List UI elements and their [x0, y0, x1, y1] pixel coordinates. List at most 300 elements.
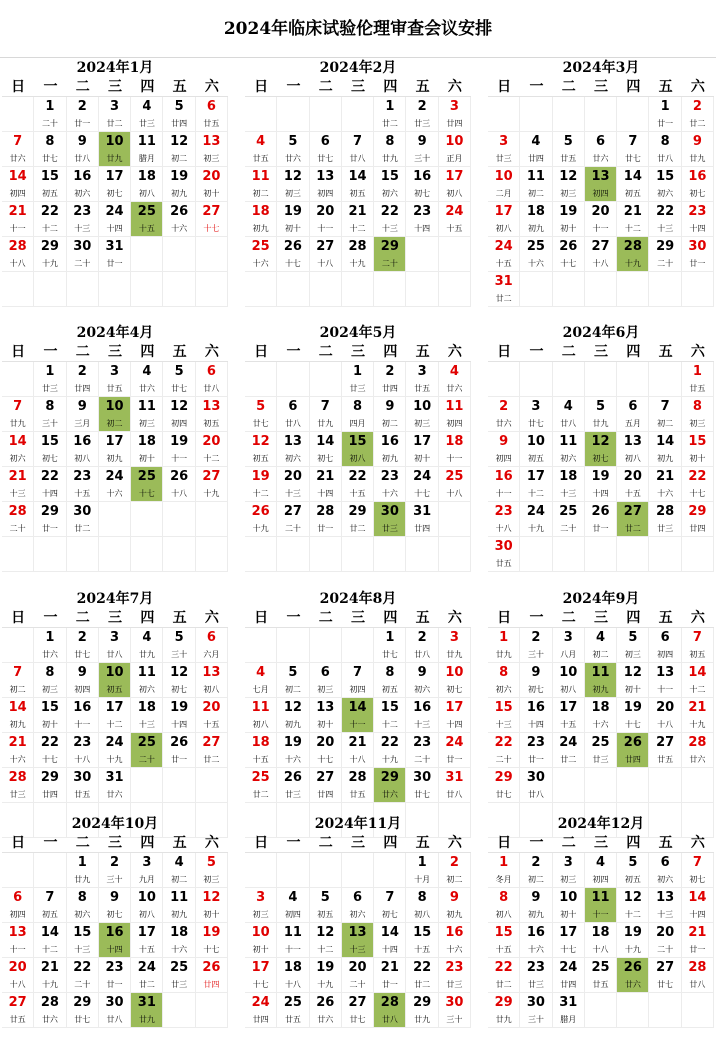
day-cell	[439, 432, 471, 467]
day-cell	[2, 663, 34, 698]
lunar-date: 初六	[381, 189, 398, 198]
day-cell	[163, 202, 195, 237]
lunar-date: 廿六	[592, 154, 609, 163]
day-cell	[682, 432, 714, 467]
lunar-date: 初六	[414, 685, 431, 694]
day-number: 18	[251, 204, 270, 219]
day-number: 12	[559, 169, 578, 184]
lunar-date: 初五	[106, 685, 123, 694]
weekday-header: 一	[277, 78, 309, 97]
lunar-date: 初六	[495, 685, 512, 694]
day-cell	[406, 432, 438, 467]
day-number: 17	[445, 169, 464, 184]
day-number: 22	[494, 960, 513, 975]
day-cell	[682, 237, 714, 272]
empty-cell	[163, 502, 195, 537]
day-number: 21	[348, 204, 367, 219]
day-number: 3	[110, 630, 120, 645]
day-cell	[342, 202, 374, 237]
day-number: 26	[202, 960, 221, 975]
day-cell	[553, 958, 585, 993]
day-number: 31	[413, 504, 432, 519]
empty-cell	[34, 272, 66, 307]
empty-cell	[342, 628, 374, 663]
day-cell	[682, 888, 714, 923]
day-cell	[520, 853, 552, 888]
day-cell	[99, 853, 131, 888]
day-cell	[488, 888, 520, 923]
day-cell	[488, 202, 520, 237]
day-cell	[617, 132, 649, 167]
day-cell	[585, 202, 617, 237]
empty-cell	[374, 272, 406, 307]
day-cell	[649, 202, 681, 237]
day-cell	[374, 167, 406, 202]
lunar-date: 廿一	[106, 259, 123, 268]
day-cell	[439, 993, 471, 1028]
weekday-header: 四	[374, 78, 406, 97]
day-cell	[245, 888, 277, 923]
day-cell	[585, 467, 617, 502]
day-number: 3	[563, 630, 573, 645]
day-cell	[682, 202, 714, 237]
month-calendar	[245, 58, 471, 307]
weekday-header: 五	[163, 609, 195, 628]
day-cell	[67, 432, 99, 467]
lunar-date: 二十	[349, 980, 366, 989]
lunar-date: 十九	[317, 980, 334, 989]
day-number: 9	[531, 665, 541, 680]
empty-cell	[196, 993, 228, 1028]
day-cell	[310, 397, 342, 432]
weekday-header: 一	[34, 78, 66, 97]
day-cell	[374, 698, 406, 733]
day-number: 8	[385, 665, 395, 680]
day-number: 21	[8, 735, 27, 750]
day-cell	[406, 698, 438, 733]
lunar-date: 初八	[74, 454, 91, 463]
day-cell	[520, 958, 552, 993]
day-number: 27	[656, 960, 675, 975]
lunar-date: 初十	[560, 910, 577, 919]
day-cell	[585, 397, 617, 432]
day-cell	[277, 467, 309, 502]
day-number: 28	[348, 770, 367, 785]
day-cell	[406, 888, 438, 923]
day-number: 17	[137, 925, 156, 940]
lunar-date: 初十	[317, 720, 334, 729]
lunar-date: 初六	[657, 189, 674, 198]
weekday-header: 五	[406, 834, 438, 853]
lunar-date: 初四	[74, 685, 91, 694]
lunar-date: 初二	[284, 685, 301, 694]
day-cell	[488, 502, 520, 537]
weekday-header: 四	[617, 78, 649, 97]
day-number: 29	[494, 770, 513, 785]
empty-cell	[617, 272, 649, 307]
lunar-date: 廿八	[284, 419, 301, 428]
day-cell	[245, 397, 277, 432]
lunar-date: 十七	[317, 755, 334, 764]
lunar-date: 廿二	[381, 119, 398, 128]
empty-cell	[277, 97, 309, 132]
lunar-date: 十九	[203, 489, 220, 498]
weekday-header: 一	[520, 834, 552, 853]
day-number: 29	[413, 995, 432, 1010]
day-number: 7	[692, 855, 702, 870]
day-number: 20	[202, 700, 221, 715]
lunar-date: 廿五	[689, 384, 706, 393]
day-cell	[406, 397, 438, 432]
day-number: 30	[494, 539, 513, 554]
empty-cell	[196, 237, 228, 272]
lunar-date: 廿五	[284, 1015, 301, 1024]
lunar-date: 初八	[138, 189, 155, 198]
lunar-date: 十三	[74, 224, 91, 233]
day-number: 16	[413, 169, 432, 184]
lunar-date: 十七	[252, 980, 269, 989]
lunar-date: 初四	[284, 910, 301, 919]
day-number: 31	[494, 274, 513, 289]
weekday-header: 六	[196, 834, 228, 853]
day-cell	[245, 923, 277, 958]
day-cell	[488, 733, 520, 768]
lunar-date: 十八	[349, 755, 366, 764]
lunar-date: 初十	[414, 454, 431, 463]
empty-cell	[163, 272, 195, 307]
day-cell	[163, 958, 195, 993]
day-cell	[553, 698, 585, 733]
day-number: 26	[170, 735, 189, 750]
day-cell	[488, 432, 520, 467]
day-cell	[163, 733, 195, 768]
day-number: 11	[526, 169, 545, 184]
day-number: 29	[656, 239, 675, 254]
lunar-date: 十三	[657, 224, 674, 233]
day-number: 11	[170, 890, 189, 905]
day-cell	[682, 733, 714, 768]
lunar-date: 廿一	[689, 259, 706, 268]
day-cell	[2, 202, 34, 237]
lunar-date: 初八	[560, 685, 577, 694]
day-cell	[585, 698, 617, 733]
lunar-date: 廿一	[689, 945, 706, 954]
day-number: 16	[445, 925, 464, 940]
day-cell	[617, 202, 649, 237]
day-cell	[196, 663, 228, 698]
day-number: 26	[591, 504, 610, 519]
weekday-header: 四	[374, 834, 406, 853]
day-cell	[439, 958, 471, 993]
lunar-date: 廿四	[252, 1015, 269, 1024]
weekday-header: 四	[131, 609, 163, 628]
lunar-date: 初二	[381, 419, 398, 428]
day-number: 17	[105, 169, 124, 184]
lunar-date: 初十	[138, 454, 155, 463]
lunar-date: 廿一	[446, 755, 463, 764]
day-cell	[649, 467, 681, 502]
month-title: 2024年6月	[562, 325, 640, 341]
day-number: 16	[688, 169, 707, 184]
day-cell	[649, 167, 681, 202]
month-title: 2024年3月	[562, 60, 640, 76]
day-cell	[374, 733, 406, 768]
meeting-day-cell	[131, 733, 163, 768]
day-number: 11	[251, 700, 270, 715]
day-number: 24	[526, 504, 545, 519]
day-number: 8	[77, 890, 87, 905]
month-calendar	[245, 589, 471, 838]
day-cell	[649, 698, 681, 733]
day-cell	[99, 432, 131, 467]
lunar-date: 十八	[657, 720, 674, 729]
lunar-date: 二十	[74, 259, 91, 268]
lunar-date: 十六	[171, 224, 188, 233]
lunar-date: 十二	[41, 224, 58, 233]
day-cell	[682, 628, 714, 663]
day-number: 23	[413, 735, 432, 750]
day-cell	[67, 923, 99, 958]
empty-cell	[277, 272, 309, 307]
meeting-day-cell	[374, 237, 406, 272]
meeting-day-cell	[99, 663, 131, 698]
day-number: 13	[8, 925, 27, 940]
day-number: 20	[656, 700, 675, 715]
weekday-header: 二	[310, 609, 342, 628]
empty-cell	[553, 272, 585, 307]
meeting-day-cell	[131, 467, 163, 502]
day-number: 27	[202, 469, 221, 484]
day-cell	[520, 628, 552, 663]
month-grid	[245, 78, 471, 307]
day-number: 28	[623, 239, 642, 254]
day-number: 2	[531, 630, 541, 645]
lunar-date: 初三	[41, 685, 58, 694]
day-cell	[488, 167, 520, 202]
day-cell	[131, 132, 163, 167]
lunar-date: 十八	[9, 259, 26, 268]
day-number: 9	[110, 890, 120, 905]
day-cell	[245, 202, 277, 237]
day-cell	[374, 923, 406, 958]
weekday-header: 五	[649, 609, 681, 628]
day-number: 13	[591, 169, 610, 184]
day-number: 24	[494, 239, 513, 254]
weekday-header: 六	[196, 343, 228, 362]
lunar-date: 十二	[624, 224, 641, 233]
day-cell	[277, 663, 309, 698]
lunar-date: 十五	[495, 945, 512, 954]
day-cell	[342, 132, 374, 167]
day-number: 21	[688, 700, 707, 715]
weekday-header: 日	[488, 834, 520, 853]
lunar-date: 初二	[592, 650, 609, 659]
weekday-header: 四	[617, 609, 649, 628]
day-number: 14	[380, 925, 399, 940]
day-cell	[245, 993, 277, 1028]
day-number: 27	[283, 504, 302, 519]
weekday-header: 四	[131, 78, 163, 97]
day-cell	[439, 733, 471, 768]
empty-cell	[488, 97, 520, 132]
day-number: 1	[45, 364, 55, 379]
month-title: 2024年8月	[319, 591, 397, 607]
day-cell	[682, 362, 714, 397]
day-number: 15	[688, 434, 707, 449]
day-number: 8	[45, 134, 55, 149]
day-cell	[520, 663, 552, 698]
day-cell	[617, 888, 649, 923]
day-number: 22	[656, 204, 675, 219]
day-number: 30	[445, 995, 464, 1010]
day-number: 28	[8, 770, 27, 785]
day-cell	[682, 853, 714, 888]
lunar-date: 初八	[138, 910, 155, 919]
weekday-header: 六	[682, 609, 714, 628]
lunar-date: 十九	[252, 524, 269, 533]
day-number: 1	[353, 364, 363, 379]
day-cell	[163, 467, 195, 502]
lunar-date: 廿七	[317, 154, 334, 163]
day-number: 1	[499, 630, 509, 645]
lunar-date: 十七	[560, 259, 577, 268]
page-title: 2024年临床试验伦理审查会议安排	[0, 0, 716, 58]
day-number: 7	[385, 890, 395, 905]
day-cell	[649, 923, 681, 958]
lunar-date: 初六	[560, 454, 577, 463]
day-number: 10	[494, 169, 513, 184]
day-cell	[342, 663, 374, 698]
lunar-date: 廿五	[252, 154, 269, 163]
day-cell	[553, 853, 585, 888]
day-number: 29	[40, 239, 59, 254]
lunar-date: 三月	[74, 419, 91, 428]
day-cell	[520, 132, 552, 167]
lunar-date: 廿八	[381, 1015, 398, 1024]
day-cell	[99, 167, 131, 202]
day-number: 23	[494, 504, 513, 519]
weekday-header: 一	[277, 834, 309, 853]
weekday-header: 一	[277, 343, 309, 362]
day-cell	[682, 502, 714, 537]
lunar-date: 初十	[689, 454, 706, 463]
day-cell	[374, 888, 406, 923]
empty-cell	[310, 628, 342, 663]
day-cell	[245, 768, 277, 803]
lunar-date: 初七	[317, 454, 334, 463]
meeting-day-cell	[585, 663, 617, 698]
day-number: 24	[137, 960, 156, 975]
day-cell	[439, 628, 471, 663]
lunar-date: 廿五	[74, 790, 91, 799]
lunar-date: 十八	[171, 489, 188, 498]
weekday-header: 六	[682, 343, 714, 362]
day-cell	[163, 167, 195, 202]
day-cell	[99, 467, 131, 502]
month-title: 2024年4月	[76, 325, 154, 341]
day-number: 21	[8, 204, 27, 219]
empty-cell	[163, 993, 195, 1028]
month-grid	[2, 78, 228, 307]
meeting-day-cell	[617, 237, 649, 272]
lunar-date: 十八	[592, 945, 609, 954]
day-number: 18	[170, 925, 189, 940]
month-title: 2024年1月	[76, 60, 154, 76]
day-number: 13	[656, 665, 675, 680]
day-number: 17	[559, 925, 578, 940]
meeting-day-cell	[342, 923, 374, 958]
day-number: 19	[559, 204, 578, 219]
day-number: 14	[316, 434, 335, 449]
day-number: 6	[628, 399, 638, 414]
day-number: 15	[494, 700, 513, 715]
lunar-date: 廿九	[414, 1015, 431, 1024]
day-cell	[649, 888, 681, 923]
weekday-header: 三	[99, 78, 131, 97]
day-number: 15	[494, 925, 513, 940]
lunar-date: 廿六	[138, 384, 155, 393]
day-number: 14	[623, 169, 642, 184]
day-cell	[439, 132, 471, 167]
lunar-date: 廿五	[414, 384, 431, 393]
day-number: 4	[531, 134, 541, 149]
day-number: 22	[73, 960, 92, 975]
day-cell	[163, 923, 195, 958]
day-number: 20	[656, 925, 675, 940]
lunar-date: 初九	[381, 454, 398, 463]
day-number: 30	[526, 770, 545, 785]
empty-cell	[585, 97, 617, 132]
lunar-date: 廿六	[41, 1015, 58, 1024]
lunar-date: 十六	[381, 489, 398, 498]
weekday-header: 四	[617, 343, 649, 362]
lunar-date: 十五	[414, 945, 431, 954]
day-cell	[245, 237, 277, 272]
day-cell	[163, 432, 195, 467]
day-number: 12	[170, 665, 189, 680]
day-cell	[131, 663, 163, 698]
month-title: 2024年5月	[319, 325, 397, 341]
lunar-date: 廿九	[592, 419, 609, 428]
lunar-date: 十一	[9, 945, 26, 954]
day-cell	[131, 397, 163, 432]
day-number: 18	[137, 434, 156, 449]
day-number: 8	[353, 399, 363, 414]
day-cell	[67, 397, 99, 432]
lunar-date: 十六	[446, 945, 463, 954]
lunar-date: 初二	[527, 189, 544, 198]
lunar-date: 廿四	[74, 384, 91, 393]
lunar-date: 三十	[106, 875, 123, 884]
day-cell	[374, 432, 406, 467]
day-number: 12	[202, 890, 221, 905]
day-number: 19	[170, 434, 189, 449]
day-number: 6	[288, 399, 298, 414]
weekday-header: 二	[310, 343, 342, 362]
weekday-header: 一	[34, 834, 66, 853]
day-number: 10	[105, 134, 124, 149]
lunar-date: 二十	[74, 980, 91, 989]
day-cell	[67, 362, 99, 397]
lunar-date: 初五	[41, 910, 58, 919]
lunar-date: 十一	[171, 454, 188, 463]
day-number: 27	[202, 735, 221, 750]
day-number: 12	[283, 700, 302, 715]
day-cell	[406, 768, 438, 803]
day-number: 19	[170, 169, 189, 184]
empty-cell	[649, 362, 681, 397]
day-number: 25	[591, 735, 610, 750]
